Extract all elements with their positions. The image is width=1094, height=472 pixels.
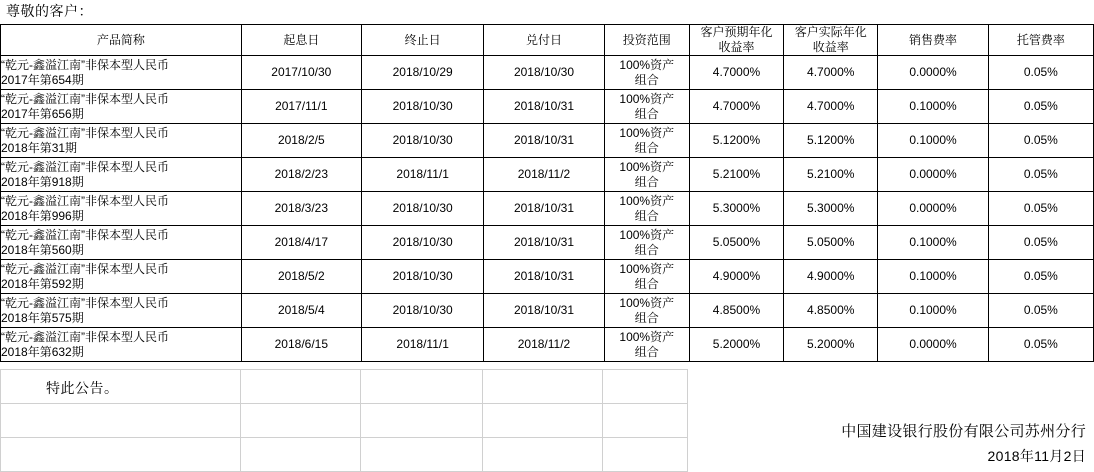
- cell-trust-fee: 0.05%: [988, 328, 1093, 362]
- cell-end-date: 2018/10/30: [361, 294, 483, 328]
- cell-start-date: 2018/5/2: [241, 260, 361, 294]
- cell-investment-scope: [604, 260, 689, 294]
- table-row: [1, 328, 1094, 362]
- cell-trust-fee: 0.05%: [988, 294, 1093, 328]
- scope-line1: 100%资产: [605, 160, 689, 175]
- cell-sales-fee: 0.0000%: [878, 192, 988, 226]
- table-row: [1, 192, 1094, 226]
- cell-sales-fee: 0.1000%: [878, 294, 988, 328]
- cell-product-name: [1, 226, 242, 260]
- table-row: [1, 260, 1094, 294]
- product-name-line2: 2017年第654期: [1, 73, 241, 88]
- footer-cell: [1, 404, 241, 438]
- scope-line1: 100%资产: [605, 228, 689, 243]
- actual-yield-line2: 收益率: [784, 40, 877, 55]
- scope-line1: 100%资产: [605, 126, 689, 141]
- cell-product-name: [1, 328, 242, 362]
- scope-line2: 组合: [605, 311, 689, 326]
- cell-start-date: 2018/2/23: [241, 158, 361, 192]
- footer-cell: [1, 370, 241, 404]
- product-name-line1: “乾元-鑫溢江南”非保本型人民币: [1, 262, 241, 277]
- column-header-start-date: 起息日: [241, 25, 361, 56]
- cell-investment-scope: [604, 90, 689, 124]
- scope-line2: 组合: [605, 209, 689, 224]
- cell-trust-fee: 0.05%: [988, 226, 1093, 260]
- cell-trust-fee: 0.05%: [988, 260, 1093, 294]
- footer-cell: [688, 370, 1094, 404]
- column-header-trust-fee: 托管费率: [988, 25, 1093, 56]
- cell-actual-yield: 4.7000%: [784, 90, 878, 124]
- cell-expected-yield: 4.8500%: [689, 294, 783, 328]
- expected-yield-line1: 客户预期年化: [690, 25, 783, 40]
- product-name-line2: 2018年第560期: [1, 243, 241, 258]
- signature-text: 中国建设银行股份有限公司苏州分行: [841, 420, 1086, 441]
- greeting-text: 尊敬的客户：: [6, 2, 93, 20]
- table-body: [1, 56, 1094, 362]
- cell-end-date: 2018/10/30: [361, 260, 483, 294]
- cell-start-date: 2018/3/23: [241, 192, 361, 226]
- cell-investment-scope: [604, 158, 689, 192]
- cell-expected-yield: 5.2100%: [689, 158, 783, 192]
- column-header-sales-fee: 销售费率: [878, 25, 988, 56]
- product-name-line2: 2017年第656期: [1, 107, 241, 122]
- product-name-line2: 2018年第996期: [1, 209, 241, 224]
- product-name-line2: 2018年第918期: [1, 175, 241, 190]
- cell-payment-date: 2018/10/31: [484, 294, 604, 328]
- scope-line2: 组合: [605, 175, 689, 190]
- cell-investment-scope: [604, 226, 689, 260]
- column-header-actual-yield: [784, 25, 878, 56]
- footer-cell: [361, 370, 483, 404]
- cell-expected-yield: 4.7000%: [689, 90, 783, 124]
- scope-line2: 组合: [605, 73, 689, 88]
- table-row: [1, 226, 1094, 260]
- cell-actual-yield: 4.9000%: [784, 260, 878, 294]
- column-header-expected-yield: [689, 25, 783, 56]
- product-name-line1: “乾元-鑫溢江南”非保本型人民币: [1, 160, 241, 175]
- table-row: [1, 56, 1094, 90]
- cell-sales-fee: 0.0000%: [878, 158, 988, 192]
- cell-expected-yield: 5.1200%: [689, 124, 783, 158]
- cell-expected-yield: 5.0500%: [689, 226, 783, 260]
- footer-cell: [483, 438, 603, 472]
- cell-sales-fee: 0.1000%: [878, 260, 988, 294]
- cell-product-name: [1, 294, 242, 328]
- footer-cell: [361, 438, 483, 472]
- table-row: [1, 124, 1094, 158]
- column-header-investment-scope: 投资范围: [604, 25, 689, 56]
- scope-line2: 组合: [605, 345, 689, 360]
- cell-expected-yield: 5.2000%: [689, 328, 783, 362]
- cell-product-name: [1, 192, 242, 226]
- cell-sales-fee: 0.0000%: [878, 328, 988, 362]
- cell-end-date: 2018/10/30: [361, 192, 483, 226]
- scope-line2: 组合: [605, 243, 689, 258]
- column-header-payment-date: 兑付日: [484, 25, 604, 56]
- product-name-line1: “乾元-鑫溢江南”非保本型人民币: [1, 296, 241, 311]
- product-name-line1: “乾元-鑫溢江南”非保本型人民币: [1, 194, 241, 209]
- product-name-line1: “乾元-鑫溢江南”非保本型人民币: [1, 330, 241, 345]
- footer-cell: [241, 438, 361, 472]
- cell-investment-scope: [604, 56, 689, 90]
- scope-line1: 100%资产: [605, 92, 689, 107]
- footer-cell: [603, 404, 688, 438]
- cell-start-date: 2017/10/30: [241, 56, 361, 90]
- footer-cell: [241, 370, 361, 404]
- scope-line2: 组合: [605, 277, 689, 292]
- cell-investment-scope: [604, 294, 689, 328]
- product-name-line1: “乾元-鑫溢江南”非保本型人民币: [1, 126, 241, 141]
- cell-payment-date: 2018/11/2: [484, 158, 604, 192]
- cell-trust-fee: 0.05%: [988, 90, 1093, 124]
- cell-trust-fee: 0.05%: [988, 56, 1093, 90]
- cell-payment-date: 2018/10/31: [484, 226, 604, 260]
- cell-payment-date: 2018/10/31: [484, 90, 604, 124]
- cell-trust-fee: 0.05%: [988, 192, 1093, 226]
- expected-yield-line2: 收益率: [690, 40, 783, 55]
- scope-line1: 100%资产: [605, 58, 689, 73]
- cell-actual-yield: 4.8500%: [784, 294, 878, 328]
- cell-payment-date: 2018/11/2: [484, 328, 604, 362]
- table-row: [1, 158, 1094, 192]
- cell-product-name: [1, 124, 242, 158]
- cell-actual-yield: 4.7000%: [784, 56, 878, 90]
- scope-line2: 组合: [605, 141, 689, 156]
- cell-product-name: [1, 260, 242, 294]
- cell-payment-date: 2018/10/31: [484, 124, 604, 158]
- cell-end-date: 2018/10/29: [361, 56, 483, 90]
- table-header-row: [1, 25, 1094, 56]
- cell-trust-fee: 0.05%: [988, 158, 1093, 192]
- cell-expected-yield: 4.7000%: [689, 56, 783, 90]
- cell-product-name: [1, 56, 242, 90]
- cell-payment-date: 2018/10/30: [484, 56, 604, 90]
- product-name-line1: “乾元-鑫溢江南”非保本型人民币: [1, 58, 241, 73]
- cell-end-date: 2018/10/30: [361, 90, 483, 124]
- scope-line1: 100%资产: [605, 194, 689, 209]
- signature-date: 2018年11月2日: [988, 446, 1086, 466]
- product-name-line2: 2018年第632期: [1, 345, 241, 360]
- cell-end-date: 2018/10/30: [361, 226, 483, 260]
- product-name-line2: 2018年第31期: [1, 141, 241, 156]
- cell-product-name: [1, 90, 242, 124]
- footer-cell: [603, 370, 688, 404]
- cell-start-date: 2018/5/4: [241, 294, 361, 328]
- actual-yield-line1: 客户实际年化: [784, 25, 877, 40]
- cell-end-date: 2018/10/30: [361, 124, 483, 158]
- cell-investment-scope: [604, 124, 689, 158]
- cell-start-date: 2017/11/1: [241, 90, 361, 124]
- cell-actual-yield: 5.2000%: [784, 328, 878, 362]
- table-row: [1, 294, 1094, 328]
- scope-line1: 100%资产: [605, 330, 689, 345]
- cell-start-date: 2018/6/15: [241, 328, 361, 362]
- cell-sales-fee: 0.1000%: [878, 226, 988, 260]
- cell-expected-yield: 5.3000%: [689, 192, 783, 226]
- table-header: [1, 25, 1094, 56]
- product-name-line2: 2018年第592期: [1, 277, 241, 292]
- cell-end-date: 2018/11/1: [361, 328, 483, 362]
- cell-investment-scope: [604, 192, 689, 226]
- cell-sales-fee: 0.1000%: [878, 90, 988, 124]
- table-row: [1, 90, 1094, 124]
- cell-actual-yield: 5.1200%: [784, 124, 878, 158]
- cell-sales-fee: 0.0000%: [878, 56, 988, 90]
- cell-start-date: 2018/4/17: [241, 226, 361, 260]
- cell-actual-yield: 5.3000%: [784, 192, 878, 226]
- column-header-end-date: 终止日: [361, 25, 483, 56]
- cell-actual-yield: 5.0500%: [784, 226, 878, 260]
- footer-cell: [483, 370, 603, 404]
- footer-grid-row: [1, 438, 1094, 472]
- footer-grid-row: [1, 370, 1094, 404]
- cell-product-name: [1, 158, 242, 192]
- scope-line2: 组合: [605, 107, 689, 122]
- cell-end-date: 2018/11/1: [361, 158, 483, 192]
- cell-start-date: 2018/2/5: [241, 124, 361, 158]
- product-name-line2: 2018年第575期: [1, 311, 241, 326]
- cell-sales-fee: 0.1000%: [878, 124, 988, 158]
- footer-cell: [361, 404, 483, 438]
- notice-text: 特此公告。: [46, 378, 119, 398]
- footer-cell: [483, 404, 603, 438]
- product-name-line1: “乾元-鑫溢江南”非保本型人民币: [1, 92, 241, 107]
- footer-cell: [241, 404, 361, 438]
- cell-trust-fee: 0.05%: [988, 124, 1093, 158]
- footer-cell: [1, 438, 241, 472]
- product-name-line1: “乾元-鑫溢江南”非保本型人民币: [1, 228, 241, 243]
- cell-payment-date: 2018/10/31: [484, 192, 604, 226]
- cell-payment-date: 2018/10/31: [484, 260, 604, 294]
- footer-cell: [603, 438, 688, 472]
- scope-line1: 100%资产: [605, 262, 689, 277]
- cell-actual-yield: 5.2100%: [784, 158, 878, 192]
- scope-line1: 100%资产: [605, 296, 689, 311]
- cell-investment-scope: [604, 328, 689, 362]
- products-table: [0, 24, 1094, 362]
- column-header-product-name: 产品简称: [1, 25, 242, 56]
- cell-expected-yield: 4.9000%: [689, 260, 783, 294]
